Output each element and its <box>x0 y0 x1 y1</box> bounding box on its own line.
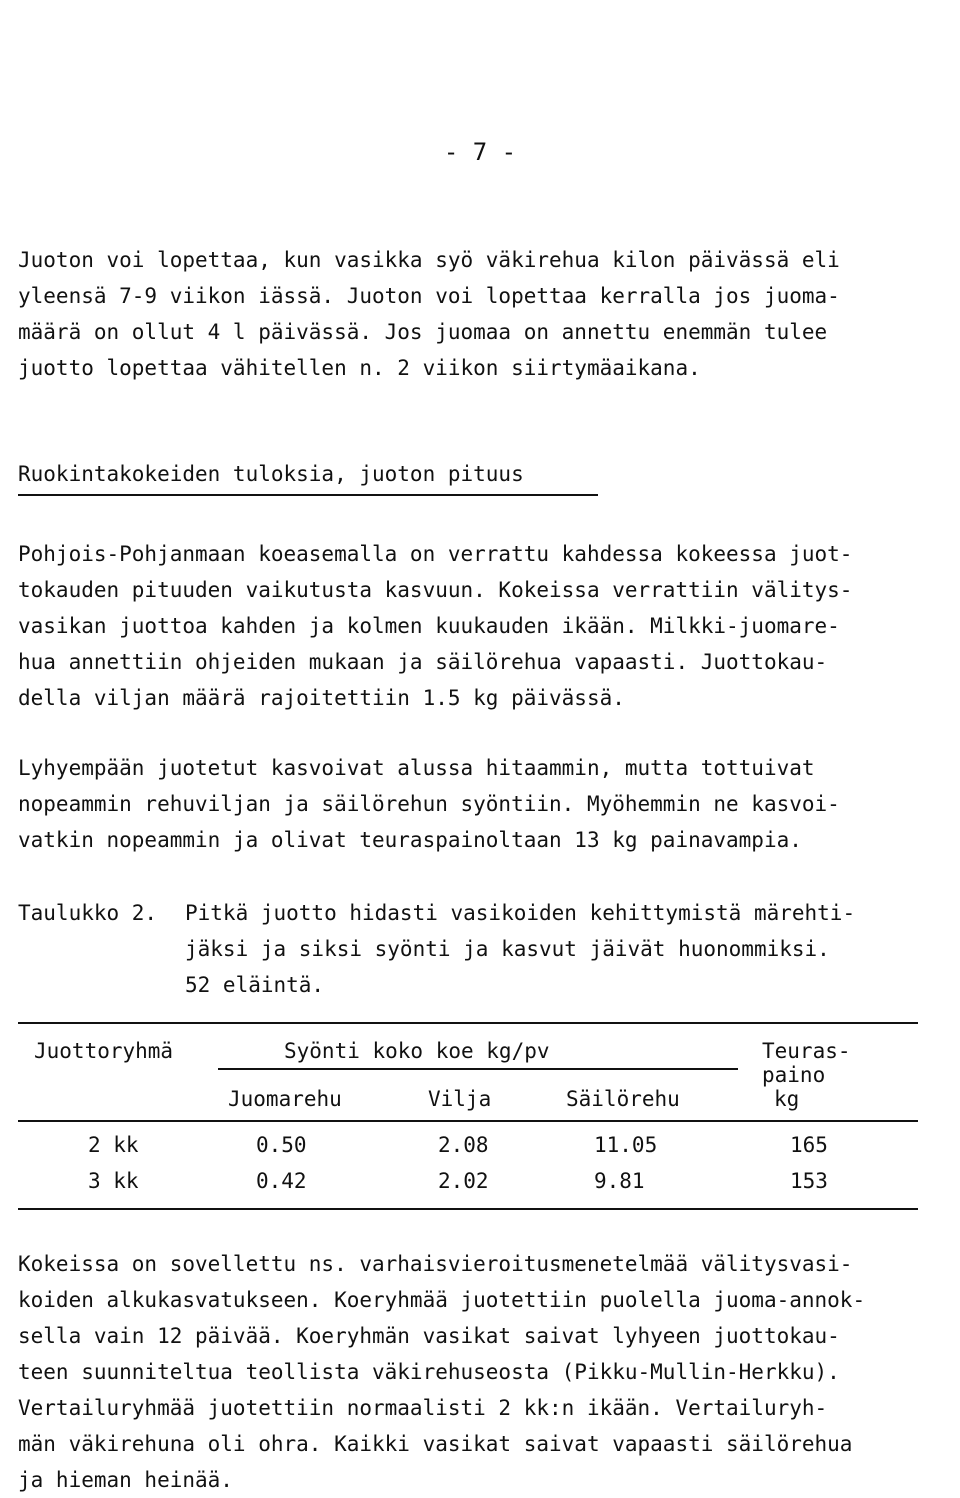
text-line: Vertailuryhmää juotettiin normaalisti 2 kk:n ikään. Vertailuryh- <box>18 1396 828 1420</box>
row-group: 3 kk <box>88 1169 139 1193</box>
header-weight-unit: kg <box>774 1087 800 1111</box>
text-line: nopeammin rehuviljan ja säilörehun syöntiin. Myöhemmin ne kasvoi- <box>18 792 840 816</box>
text-line: yleensä 7-9 viikon iässä. Juoton voi lopettaa kerralla jos juoma- <box>18 284 840 308</box>
text-line: ja hieman heinää. <box>18 1468 233 1492</box>
header-weight-2: paino <box>762 1063 826 1087</box>
section-heading: Ruokintakokeiden tuloksia, juoton pituus <box>18 462 524 486</box>
row-vilja: 2.08 <box>438 1133 489 1157</box>
results-table <box>18 1022 918 1218</box>
row-juomarehu: 0.42 <box>256 1169 307 1193</box>
text-line: hua annettiin ohjeiden mukaan ja säilörehua vapaasti. Juottokau- <box>18 650 828 674</box>
intake-underline <box>218 1068 738 1070</box>
subheader-vilja: Vilja <box>428 1087 492 1111</box>
subheader-juomarehu: Juomarehu <box>228 1087 342 1111</box>
header-weight-1: Teuras- <box>762 1039 851 1063</box>
text-line: vasikan juottoa kahden ja kolmen kuukauden ikään. Milkki-juomare- <box>18 614 840 638</box>
heading-underline <box>18 494 598 496</box>
text-line: koiden alkukasvatukseen. Koeryhmää juotettiin puolella juoma-annok- <box>18 1288 866 1312</box>
method-paragraph <box>18 1246 938 1498</box>
text-line: juotto lopettaa vähitellen n. 2 viikon siirtymäaikana. <box>18 356 701 380</box>
row-sailorehu: 9.81 <box>594 1169 645 1193</box>
text-line: tokauden pituuden vaikutusta kasvuun. Kokeissa verrattiin välitys- <box>18 578 853 602</box>
text-line: sella vain 12 päivää. Koeryhmän vasikat saivat lyhyeen juottokau- <box>18 1324 840 1348</box>
text-line: Juoton voi lopettaa, kun vasikka syö väkirehua kilon päivässä eli <box>18 248 840 272</box>
table-bottom-rule <box>18 1208 918 1210</box>
trial-paragraph <box>18 536 938 716</box>
table-caption-text <box>185 895 855 1003</box>
header-group: Juottoryhmä <box>34 1039 174 1063</box>
caption-line: Pitkä juotto hidasti vasikoiden kehittymistä märehti- <box>185 901 856 925</box>
text-line: della viljan määrä rajoitettiin 1.5 kg päivässä. <box>18 686 625 710</box>
text-line: määrä on ollut 4 l päivässä. Jos juomaa on annettu enemmän tulee <box>18 320 828 344</box>
results-paragraph <box>18 750 938 858</box>
header-intake: Syönti koko koe kg/pv <box>284 1039 550 1063</box>
page-number: - 7 - <box>443 138 517 166</box>
row-vilja: 2.02 <box>438 1169 489 1193</box>
row-juomarehu: 0.50 <box>256 1133 307 1157</box>
row-paino: 165 <box>790 1133 828 1157</box>
table-header-rule <box>18 1120 918 1122</box>
caption-line: jäksi ja siksi syönti ja kasvut jäivät huonommiksi. <box>185 937 830 961</box>
row-group: 2 kk <box>88 1133 139 1157</box>
text-line: Kokeissa on sovellettu ns. varhaisvieroitusmenetelmää välitysvasi- <box>18 1252 853 1276</box>
text-line: teen suunniteltua teollista väkirehuseosta (Pikku-Mullin-Herkku). <box>18 1360 840 1384</box>
row-paino: 153 <box>790 1169 828 1193</box>
text-line: Pohjois-Pohjanmaan koeasemalla on verrattu kahdessa kokeessa juot- <box>18 542 853 566</box>
text-line: vatkin nopeammin ja olivat teuraspainoltaan 13 kg painavampia. <box>18 828 802 852</box>
caption-line: 52 eläintä. <box>185 973 325 997</box>
intro-paragraph <box>18 242 938 386</box>
text-line: Lyhyempään juotetut kasvoivat alussa hitaammin, mutta tottuivat <box>18 756 815 780</box>
table-caption-label: Taulukko 2. <box>18 901 158 925</box>
text-line: män väkirehuna oli ohra. Kaikki vasikat saivat vapaasti säilörehua <box>18 1432 853 1456</box>
table-top-rule <box>18 1022 918 1024</box>
row-sailorehu: 11.05 <box>594 1133 658 1157</box>
subheader-sailorehu: Säilörehu <box>566 1087 680 1111</box>
